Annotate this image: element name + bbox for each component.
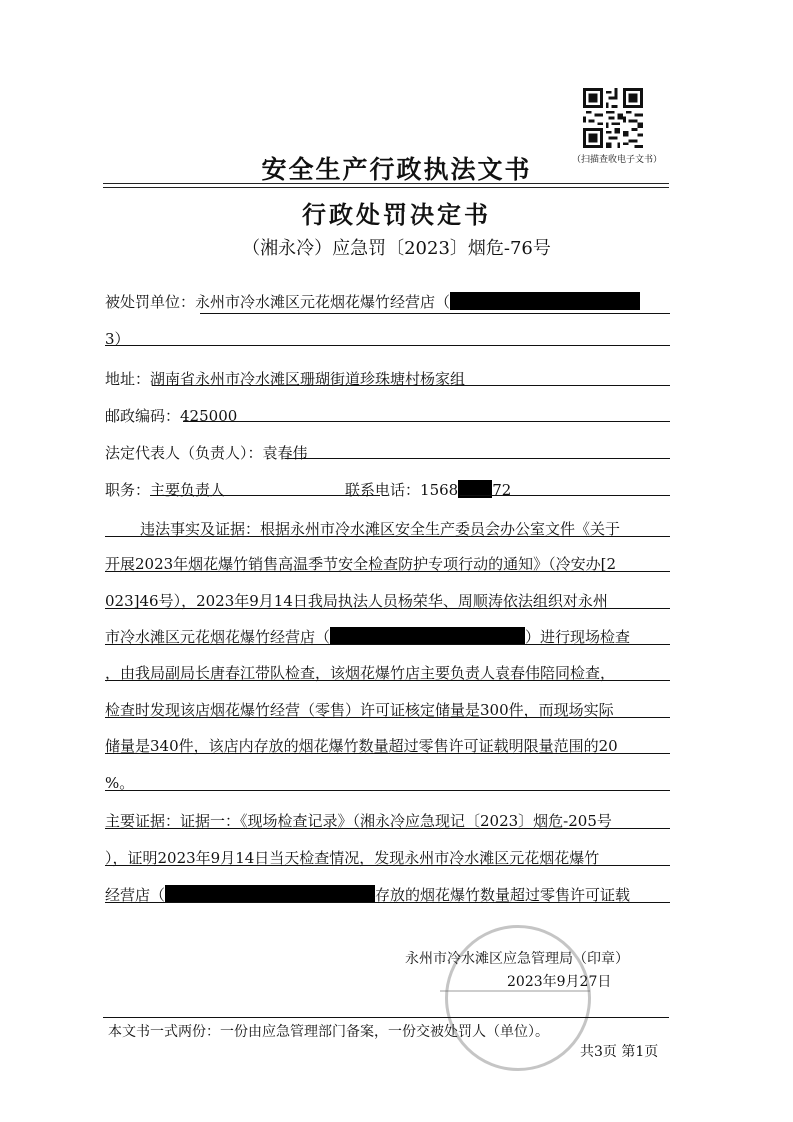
- underline: [105, 571, 670, 572]
- issuing-organization: 永州市冷水滩区应急管理局（印章）: [405, 951, 629, 967]
- page-number: 共3页 第1页: [580, 1044, 659, 1060]
- underline: [105, 865, 670, 866]
- header-title: 安全生产行政执法文书: [261, 155, 532, 184]
- underline: [200, 313, 670, 314]
- postcode-value: 425000: [180, 407, 238, 425]
- evidence-line-3-start: 经营店（: [105, 886, 166, 904]
- evidence-line-2: ），证明2023年9月14日当天检查情况，发现永州市冷水滩区元花烟花爆竹: [105, 849, 600, 867]
- postcode-line: [105, 405, 237, 426]
- facts-line-1: 违法事实及证据：根据永州市冷水滩区安全生产委员会办公室文件《关于: [140, 520, 621, 538]
- evidence-line-1: 主要证据：证据一：《现场检查记录》（湘永冷应急现记〔2023〕烟危-205号: [105, 812, 612, 830]
- rep-value: 袁春伟: [262, 444, 308, 462]
- unit-label: 被处罚单位：: [105, 293, 196, 311]
- facts-line-8: %。: [105, 774, 135, 792]
- facts-line-4-start: 市冷水滩区元花烟花爆竹经营店（: [105, 628, 331, 646]
- document-number: （湘永冷）应急罚〔2023〕烟危-76号: [242, 238, 551, 259]
- duty-phone-line: [105, 479, 511, 500]
- address-value: 湖南省永州市冷水滩区珊瑚街道珍珠塘村杨家组: [150, 370, 466, 388]
- underline: [152, 385, 670, 386]
- footer-rule: [103, 1017, 669, 1018]
- copies-note: 本文书一式两份：一份由应急管理部门备案，一份交被处罚人（单位）。: [108, 1024, 549, 1040]
- underline: [105, 790, 670, 791]
- underline: [105, 717, 670, 718]
- phone-prefix: 1568: [420, 481, 459, 499]
- facts-line-2: 开展2023年烟花爆竹销售高温季节安全检查防护专项行动的通知》（冷安办[2: [105, 555, 617, 573]
- postcode-label: 邮政编码：: [105, 407, 181, 425]
- address-label: 地址：: [105, 370, 151, 388]
- party-unit-line: [105, 291, 640, 312]
- official-seal: [445, 925, 591, 1071]
- representative-line: [105, 442, 308, 463]
- qr-code[interactable]: [583, 88, 643, 148]
- duty-label: 职务：: [105, 481, 151, 499]
- header-rule-double: [103, 187, 669, 188]
- underline: [105, 680, 670, 681]
- rep-label: 法定代表人（负责人）：: [105, 444, 263, 462]
- facts-line-3: 023]46号），2023年9月14日我局执法人员杨荣华、周顺涛依法组织对永州: [105, 592, 608, 610]
- issue-date: 2023年9月27日: [507, 974, 612, 990]
- phone-suffix: 72: [492, 481, 512, 499]
- underline: [460, 495, 670, 496]
- redaction-box: [450, 292, 640, 310]
- underline: [105, 753, 670, 754]
- document-title: 行政处罚决定书: [302, 200, 491, 229]
- unit-value: 永州市冷水滩区元花烟花爆竹经营店（: [195, 293, 451, 311]
- facts-line-4-end: ）进行现场检查: [525, 628, 631, 646]
- underline: [285, 458, 670, 459]
- facts-line-5: ，由我局副局长唐春江带队检查，该烟花爆竹店主要负责人袁春伟陪同检查，: [105, 664, 616, 682]
- underline: [183, 421, 670, 422]
- underline: [105, 828, 670, 829]
- qr-caption: （扫描查收电子文书）: [571, 155, 662, 165]
- underline: [105, 345, 670, 346]
- facts-line-6: 检查时发现该店烟花爆竹经营（零售）许可证核定储量是300件，而现场实际: [105, 701, 614, 719]
- duty-value: 主要负责人: [150, 481, 226, 499]
- underline: [105, 902, 670, 903]
- evidence-line-3-end: 存放的烟花爆竹数量超过零售许可证载: [375, 886, 631, 904]
- underline: [105, 644, 670, 645]
- redaction-box: [330, 627, 525, 645]
- party-unit-cont: 3）: [105, 330, 130, 348]
- redaction-box: [165, 885, 375, 903]
- header-rule: [103, 183, 669, 184]
- phone-label: 联系电话：: [345, 481, 421, 499]
- underline: [105, 608, 670, 609]
- facts-line-7: 储量是340件，该店内存放的烟花爆竹数量超过零售许可证载明限量范围的20: [105, 737, 618, 755]
- underline: [150, 495, 380, 496]
- underline: [105, 536, 670, 537]
